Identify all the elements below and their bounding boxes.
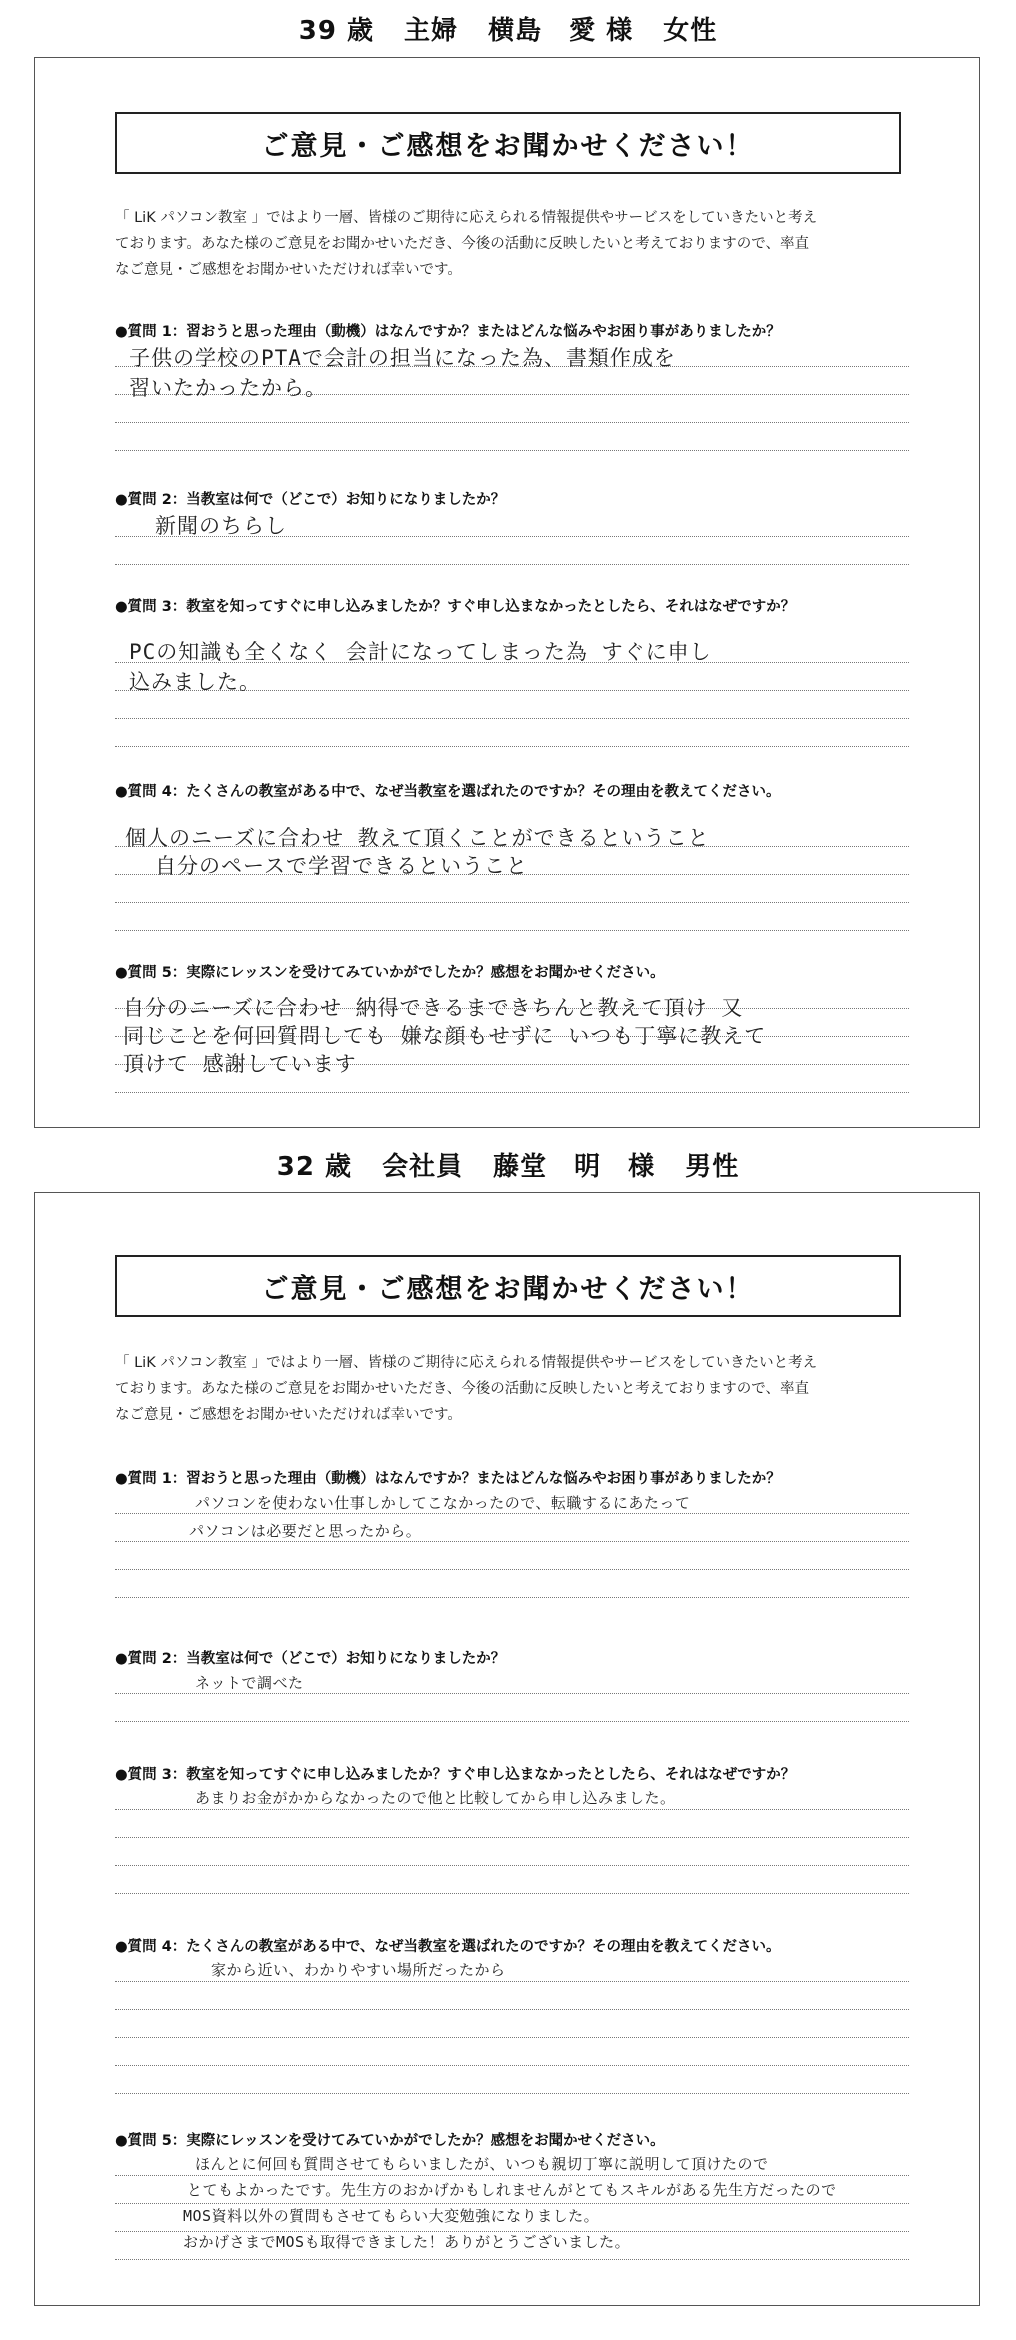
respondent-name: 横島 愛 様 bbox=[488, 16, 634, 46]
form-intro: 「 LiK パソコン教室 」ではより一層、皆様のご期待に応えられる情報提供やサービスをしていきたいと考え ております。あなた様のご意見をお聞かせいただき、今後の活動に反映したいと考えておりますので、率直 なご意見・ご感想をお聞かせいただければ幸いです。 bbox=[115, 210, 818, 278]
question-1: ●質問 1：習おうと思った理由（動機）はなんですか？またはどんな悩みやお困り事がありましたか？ bbox=[115, 1471, 781, 1487]
question-2: ●質問 2：当教室は何で（どこで）お知りになりましたか？ bbox=[115, 1651, 506, 1667]
respondent-name: 藤堂 明 様 bbox=[493, 1152, 656, 1182]
respondent-header-2 bbox=[0, 1146, 1016, 1183]
question-4: ●質問 4：たくさんの教室がある中で、なぜ当教室を選ばれたのですか？その理由を教えてください。 bbox=[115, 1939, 781, 1955]
question-3: ●質問 3：教室を知ってすぐに申し込みましたか？すぐ申し込まなかったとしたら、それはなぜですか？ bbox=[115, 599, 796, 615]
respondent-header-1 bbox=[0, 10, 1016, 47]
form-title: ご意見・ご感想をお聞かせください！ bbox=[115, 112, 901, 174]
question-4: ●質問 4：たくさんの教室がある中で、なぜ当教室を選ばれたのですか？その理由を教えてください。 bbox=[115, 784, 781, 800]
respondent-gender: 男性 bbox=[685, 1152, 740, 1182]
respondent-gender: 女性 bbox=[663, 16, 718, 46]
survey-form-1: ご意見・ご感想をお聞かせください！ 「 LiK パソコン教室 」ではより一層、皆様のご期待に応えられる情報提供やサービスをしていきたいと考え ております。あなた様のご意見をお聞かせいただき、今後の活動に反映したいと考えておりますので、率直 なご意見・ご感想をお聞かせいただければ幸いです。 ●質問 1：習おうと思った理由（動機）はなんですか？またはどんな悩みやお困り事がありましたか？ 子供の学校のPTAで会計の担当になった為、書類作成を 習いたかったから。 ●質問 2：当教室は何で（どこで）お知りになりましたか？ 新聞のちらし ●質問 3：教室を知ってすぐに申し込みましたか？すぐ申し込まなかったとしたら、それはなぜですか？ PCの知識も全くなく 会計になってしまった為 すぐに申し 込みました。 ●質問 4：たくさんの教室がある中で、なぜ当教室を選ばれたのですか？その理由を教えてください。 個人のニーズに合わせ 教えて頂くことができるということ 自分のペースで学習できるということ ●質問 5：実際にレッスンを受けてみていかがでしたか？感想をお聞かせください。 自分のニーズに合わせ 納得できるまできちんと教えて頂け 又 同じことを何回質問しても 嫌な顔もせずに いつも丁寧に教えて 頂けて 感謝しています bbox=[34, 57, 980, 1128]
question-5: ●質問 5：実際にレッスンを受けてみていかがでしたか？感想をお聞かせください。 bbox=[115, 2133, 665, 2149]
question-2: ●質問 2：当教室は何で（どこで）お知りになりましたか？ bbox=[115, 492, 506, 508]
question-5: ●質問 5：実際にレッスンを受けてみていかがでしたか？感想をお聞かせください。 bbox=[115, 965, 665, 981]
respondent-occupation: 主婦 bbox=[404, 16, 459, 46]
respondent-age: 32 歳 bbox=[276, 1152, 352, 1182]
form-intro: 「 LiK パソコン教室 」ではより一層、皆様のご期待に応えられる情報提供やサービスをしていきたいと考え ております。あなた様のご意見をお聞かせいただき、今後の活動に反映したいと考えておりますので、率直 なご意見・ご感想をお聞かせいただければ幸いです。 bbox=[115, 1355, 818, 1423]
survey-form-2: ご意見・ご感想をお聞かせください！ 「 LiK パソコン教室 」ではより一層、皆様のご期待に応えられる情報提供やサービスをしていきたいと考え ております。あなた様のご意見をお聞かせいただき、今後の活動に反映したいと考えておりますので、率直 なご意見・ご感想をお聞かせいただければ幸いです。 ●質問 1：習おうと思った理由（動機）はなんですか？またはどんな悩みやお困り事がありましたか？ パソコンを使わない仕事しかしてこなかったので、転職するにあたって パソコンは必要だと思ったから。 ●質問 2：当教室は何で（どこで）お知りになりましたか？ ネットで調べた ●質問 3：教室を知ってすぐに申し込みましたか？すぐ申し込まなかったとしたら、それはなぜですか？ あまりお金がかからなかったので他と比較してから申し込みました。 ●質問 4：たくさんの教室がある中で、なぜ当教室を選ばれたのですか？その理由を教えてください。 家から近い、わかりやすい場所だったから ●質問 5：実際にレッスンを受けてみていかがでしたか？感想をお聞かせください。 ほんとに何回も質問させてもらいましたが、いつも親切丁寧に説明して頂けたので とてもよかったです。先生方のおかげかもしれませんがとてもスキルがある先生方だったので MOS資料以外の質問もさせてもらい大変勉強になりました。 おかげさまでMOSも取得できました！ありがとうございました。 bbox=[34, 1192, 980, 2306]
respondent-occupation: 会社員 bbox=[382, 1152, 464, 1182]
respondent-age: 39 歳 bbox=[298, 16, 374, 46]
form-title: ご意見・ご感想をお聞かせください！ bbox=[115, 1255, 901, 1317]
question-1: ●質問 1：習おうと思った理由（動機）はなんですか？またはどんな悩みやお困り事がありましたか？ bbox=[115, 324, 781, 340]
question-3: ●質問 3：教室を知ってすぐに申し込みましたか？すぐ申し込まなかったとしたら、それはなぜですか？ bbox=[115, 1767, 796, 1783]
